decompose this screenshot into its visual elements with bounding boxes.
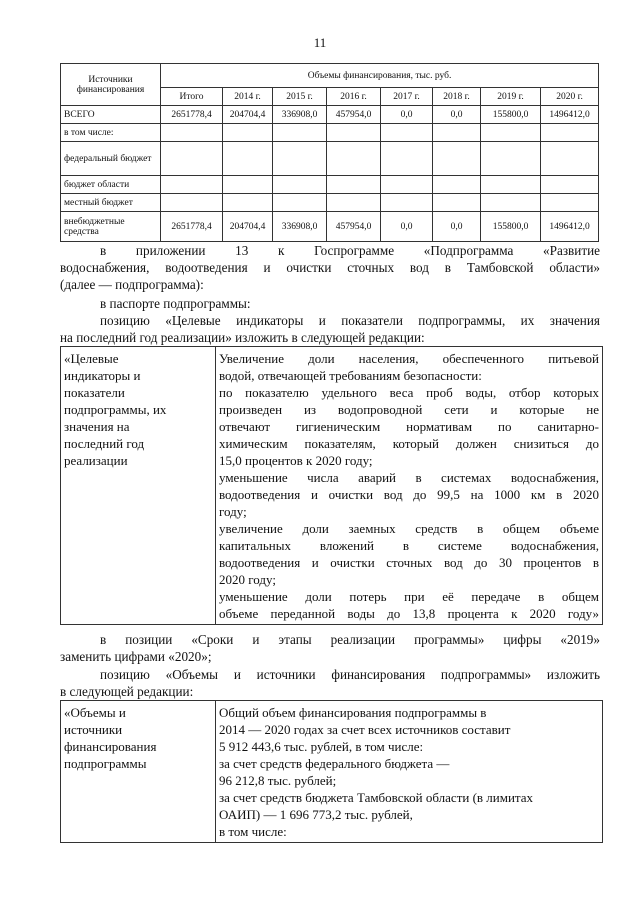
row-label: местный бюджет <box>61 194 161 212</box>
text-line: последний год <box>64 436 145 451</box>
table-cell: 1496412,0 <box>541 212 599 242</box>
column-header: 2018 г. <box>433 88 481 106</box>
table-row <box>61 142 599 176</box>
text-line: за счет средств бюджета Тамбовской области (в лимитах <box>219 790 534 805</box>
table-cell: 0,0 <box>381 106 433 124</box>
volume-header: Объемы финансирования, тыс. руб. <box>161 64 599 88</box>
table-cell: 2651778,4 <box>161 106 223 124</box>
table-cell: 155800,0 <box>481 212 541 242</box>
text-line: Общий объем финансирования подпрограммы в <box>219 705 487 720</box>
table-cell: 0,0 <box>433 106 481 124</box>
text-line: 2014 — 2020 годах за счет всех источников составит <box>219 722 511 737</box>
text-line: показатели <box>64 385 125 400</box>
indicators-right <box>216 347 603 625</box>
text-line: «Объемы и <box>64 705 126 720</box>
table-cell: 204704,4 <box>223 106 273 124</box>
text-line: увеличение доли заемных средств в общем объеме <box>219 521 599 536</box>
text-line: уменьшение доли потерь при её передаче в общем <box>219 589 599 604</box>
financing-right <box>216 701 603 843</box>
para4-line1: в позиции «Сроки и этапы реализации программы» цифры «2019» <box>100 632 600 647</box>
text-line: значения на <box>64 419 130 434</box>
table-cell: 0,0 <box>433 212 481 242</box>
text-line: 96 212,8 тыс. рублей; <box>219 773 337 788</box>
row-label: внебюджетные средства <box>61 212 161 242</box>
row-label: федеральный бюджет <box>61 142 161 176</box>
text-line: химическим показателям, который должен снизиться до <box>219 436 599 451</box>
table-cell: 0,0 <box>381 212 433 242</box>
text-line: в том числе: <box>219 824 287 839</box>
table-cell: 336908,0 <box>273 212 327 242</box>
table-cell <box>381 124 433 142</box>
text-line: объеме переданной воды до 13,8 процента к 2020 году» <box>219 606 599 621</box>
table-cell <box>327 124 381 142</box>
column-header: 2014 г. <box>223 88 273 106</box>
table-cell <box>541 194 599 212</box>
table-cell <box>273 176 327 194</box>
row-label: бюджет области <box>61 176 161 194</box>
table-cell <box>541 124 599 142</box>
table-cell <box>481 194 541 212</box>
table-row <box>61 106 599 124</box>
table-cell <box>433 194 481 212</box>
table-cell <box>273 194 327 212</box>
table-cell <box>433 124 481 142</box>
column-header: 2020 г. <box>541 88 599 106</box>
text-line: «Целевые <box>64 351 119 366</box>
table-cell <box>541 142 599 176</box>
financing-box <box>60 700 603 843</box>
text-line: по показателю удельного веса проб воды, отбор которых <box>219 385 599 400</box>
text-line: произведен из водопроводной сети и которые не <box>219 402 599 417</box>
text-line: капитальных вложений в системе водоснабжения, <box>219 538 599 553</box>
text-line: году; <box>219 504 247 519</box>
source-header: Источники финансирования <box>61 64 161 106</box>
para3-line2: на последний год реализации» изложить в следующей редакции: <box>60 330 425 345</box>
table-row <box>61 176 599 194</box>
table-cell <box>481 124 541 142</box>
table-cell <box>223 176 273 194</box>
text-line: 15,0 процентов к 2020 году; <box>219 453 373 468</box>
text-line: источники <box>64 722 123 737</box>
table-cell <box>381 194 433 212</box>
text-line: водоотведения и очистки вод до 99,5 на 1000 км в 2020 <box>219 487 599 502</box>
table-cell <box>161 176 223 194</box>
table-cell <box>273 142 327 176</box>
para1-line2: водоснабжения, водоотведения и очистки сточных вод в Тамбовской области» <box>60 260 600 275</box>
table-cell <box>161 124 223 142</box>
text-line: финансирования <box>64 739 157 754</box>
text-line: водоотведения и очистки сточных вод до 30 процентов в <box>219 555 599 570</box>
table-cell <box>541 176 599 194</box>
text-line: отвечают гигиеническим нормативам по санитарно- <box>219 419 599 434</box>
text-line: за счет средств федерального бюджета — <box>219 756 450 771</box>
text-line: ОАИП) — 1 696 773,2 тыс. рублей, <box>219 807 413 822</box>
para2: в паспорте подпрограммы: <box>100 296 251 311</box>
table-cell <box>223 142 273 176</box>
table-cell <box>327 142 381 176</box>
column-header: Итого <box>161 88 223 106</box>
table-cell <box>327 194 381 212</box>
table-cell <box>481 176 541 194</box>
text-line: 2020 году; <box>219 572 276 587</box>
para1-line1: в приложении 13 к Госпрограмме «Подпрограмма «Развитие <box>100 243 600 258</box>
text-line: уменьшение числа аварий в системах водоснабжения, <box>219 470 599 485</box>
page-number: 11 <box>313 35 327 50</box>
table-row <box>61 124 599 142</box>
column-header: 2015 г. <box>273 88 327 106</box>
table-cell: 204704,4 <box>223 212 273 242</box>
text-line: подпрограммы <box>64 756 147 771</box>
table-cell <box>327 176 381 194</box>
table-cell: 457954,0 <box>327 106 381 124</box>
column-header: 2019 г. <box>481 88 541 106</box>
text-line: 5 912 443,6 тыс. рублей, в том числе: <box>219 739 424 754</box>
indicators-box <box>60 346 603 625</box>
financing-table <box>60 63 599 242</box>
row-label: ВСЕГО <box>61 106 161 124</box>
text-line: индикаторы и <box>64 368 141 383</box>
para4-line2: заменить цифрами «2020»; <box>60 649 212 664</box>
text-line: водой, отвечающей требованиям безопасности: <box>219 368 482 383</box>
para5-line2: в следующей редакции: <box>60 684 194 699</box>
column-header: 2017 г. <box>381 88 433 106</box>
column-header: 2016 г. <box>327 88 381 106</box>
table-cell <box>433 176 481 194</box>
table-cell <box>161 194 223 212</box>
table-cell <box>223 194 273 212</box>
para1-line3: (далее — подпрограмма): <box>60 277 204 292</box>
table-cell: 457954,0 <box>327 212 381 242</box>
table-cell <box>161 142 223 176</box>
table-cell <box>273 124 327 142</box>
row-label: в том числе: <box>61 124 161 142</box>
table-cell <box>381 176 433 194</box>
text-line: Увеличение доли населения, обеспеченного питьевой <box>219 351 599 366</box>
table-cell: 2651778,4 <box>161 212 223 242</box>
para5-line1: позицию «Объемы и источники финансирования подпрограммы» изложить <box>100 667 600 682</box>
table-row <box>61 212 599 242</box>
text-line: подпрограммы, их <box>64 402 167 417</box>
table-cell: 336908,0 <box>273 106 327 124</box>
text-line: реализации <box>64 453 128 468</box>
financing-left <box>61 701 216 843</box>
indicators-left <box>61 347 216 625</box>
table-cell <box>223 124 273 142</box>
table-cell: 155800,0 <box>481 106 541 124</box>
para3-line1: позицию «Целевые индикаторы и показатели подпрограммы, их значения <box>100 313 600 328</box>
table-cell: 1496412,0 <box>541 106 599 124</box>
table-cell <box>433 142 481 176</box>
table-row <box>61 194 599 212</box>
table-cell <box>481 142 541 176</box>
table-cell <box>381 142 433 176</box>
